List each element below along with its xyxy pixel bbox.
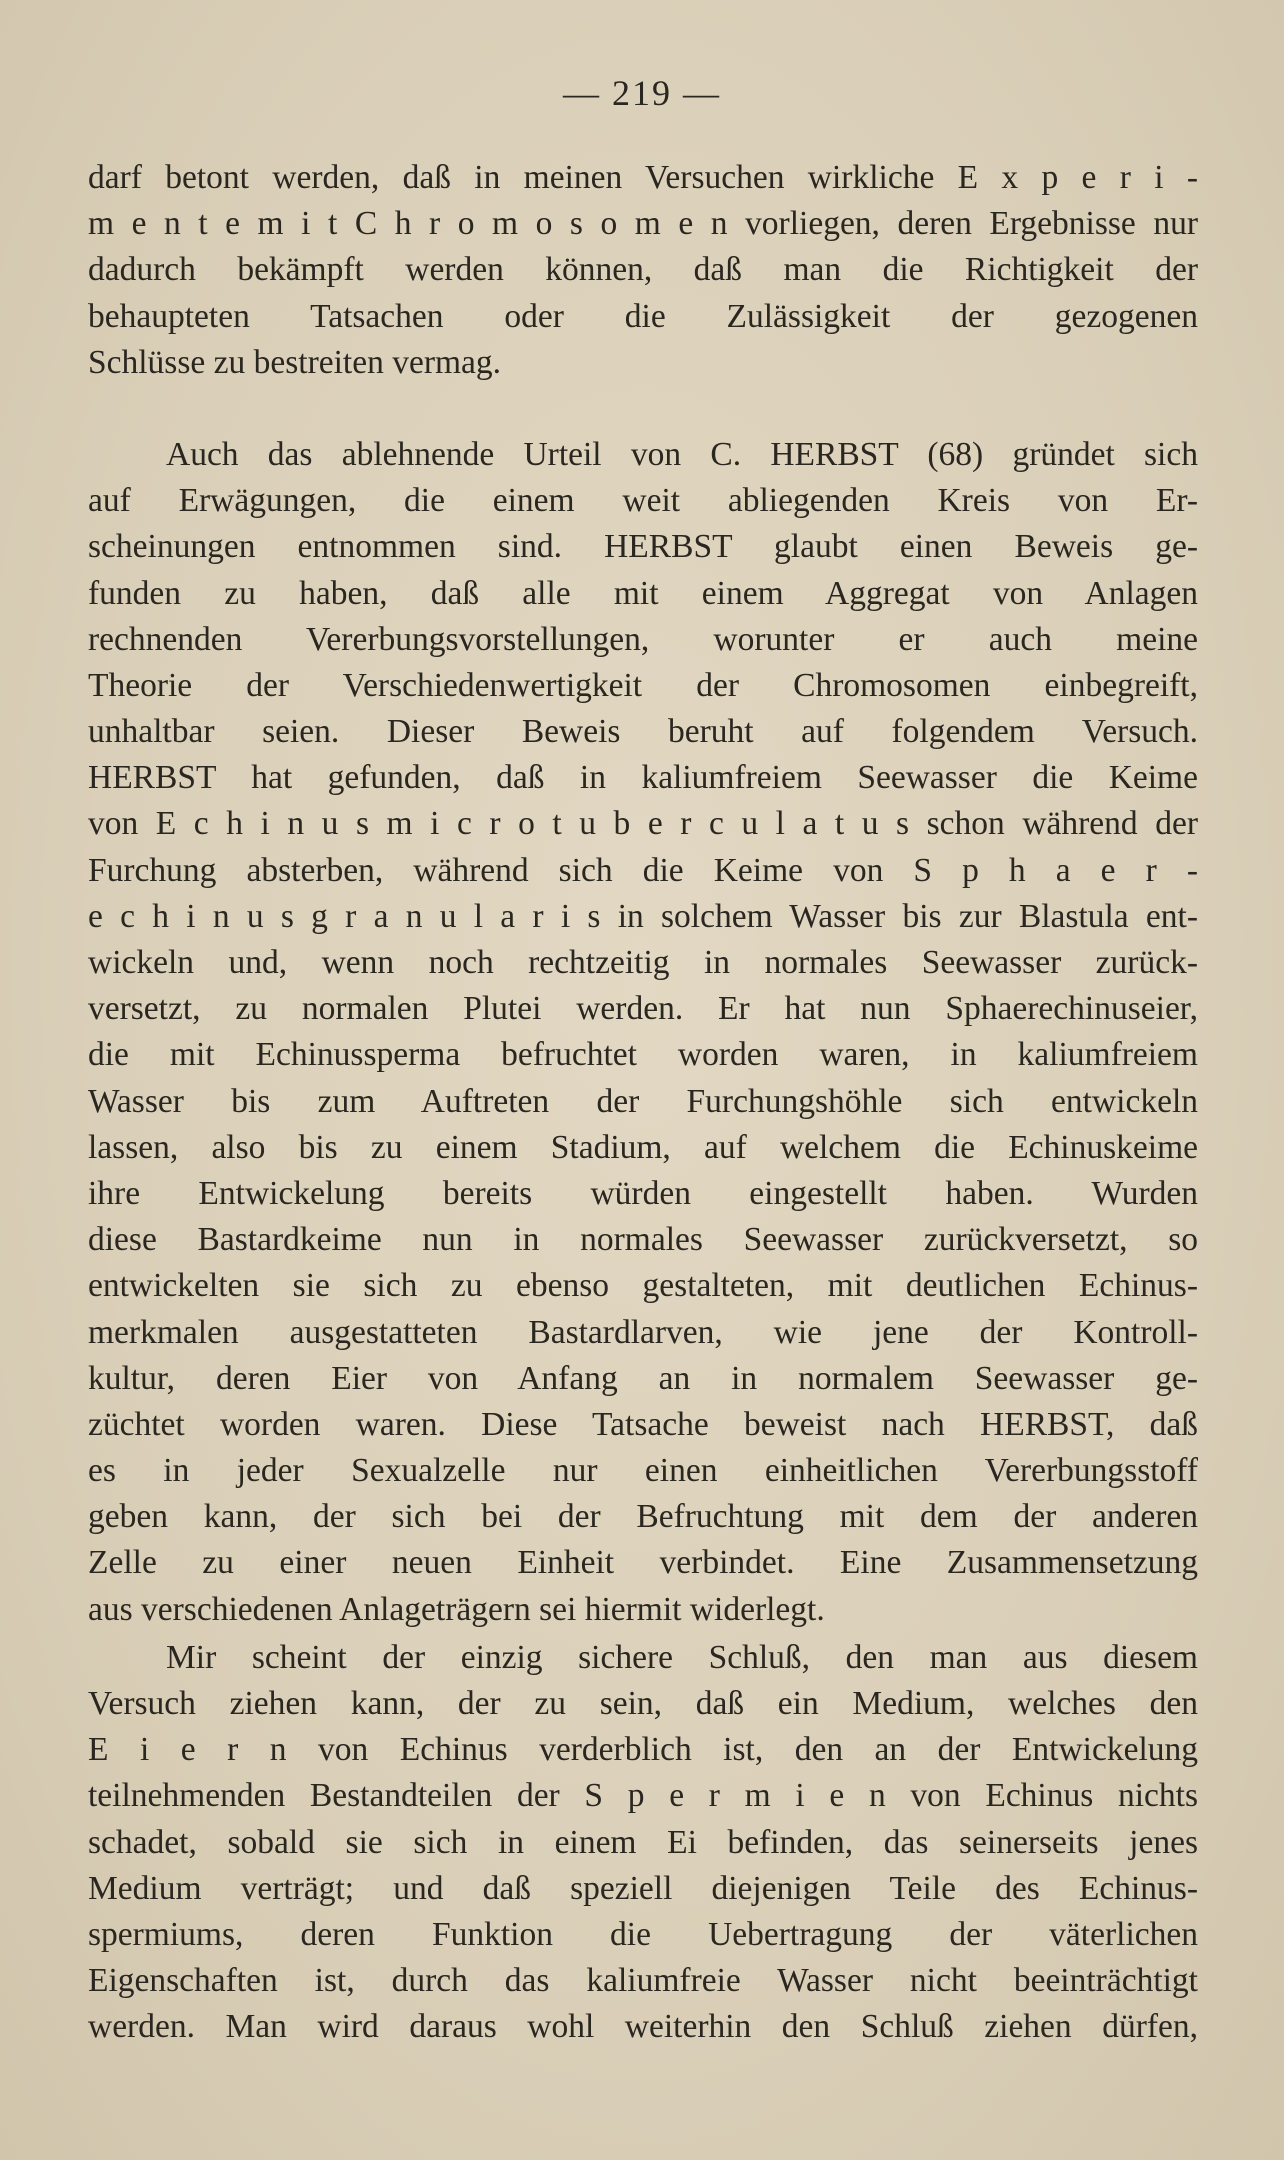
paragraph-1 bbox=[88, 155, 1198, 386]
text-line: Wasser bis zum Auftreten der Furchungshöhle sich entwickeln bbox=[88, 1082, 1198, 1120]
text-line: Mir scheint der einzig sichere Schluß, den man aus diesem bbox=[166, 1638, 1198, 1676]
text-line: es in jeder Sexualzelle nur einen einheitlichen Vererbungsstoff bbox=[88, 1452, 1198, 1490]
text-line: unhaltbar seien. Dieser Beweis beruht auf folgendem Versuch. bbox=[88, 713, 1198, 751]
text-line: schadet, sobald sie sich in einem Ei befinden, das seinerseits jenes bbox=[88, 1823, 1198, 1861]
text-line: funden zu haben, daß alle mit einem Aggregat von Anlagen bbox=[88, 574, 1198, 612]
text-line: E i e r n von Echinus verderblich ist, den an der Entwickelung bbox=[88, 1731, 1198, 1769]
paragraph-3 bbox=[88, 1635, 1198, 2051]
text-line: werden. Man wird daraus wohl weiterhin den Schluß ziehen dürfen, bbox=[88, 2008, 1198, 2046]
text-line: behaupteten Tatsachen oder die Zulässigkeit der gezogenen bbox=[88, 297, 1198, 335]
text-line: dadurch bekämpft werden können, daß man die Richtigkeit der bbox=[88, 251, 1198, 289]
text-line: züchtet worden waren. Diese Tatsache beweist nach HERBST, daß bbox=[88, 1405, 1198, 1443]
text-line: kultur, deren Eier von Anfang an in normalem Seewasser ge- bbox=[88, 1359, 1198, 1397]
text-line: Eigenschaften ist, durch das kaliumfreie Wasser nicht beeinträchtigt bbox=[88, 1962, 1198, 2000]
text-line: von E c h i n u s m i c r o t u b e r c u l a t u s schon während der bbox=[88, 805, 1198, 843]
text-line: Versuch ziehen kann, der zu sein, daß ein Medium, welches den bbox=[88, 1685, 1198, 1722]
text-line: Auch das ablehnende Urteil von C. HERBST (68) gründet sich bbox=[166, 435, 1198, 473]
text-line: merkmalen ausgestatteten Bastardlarven, wie jene der Kontroll- bbox=[88, 1313, 1198, 1351]
text-line: geben kann, der sich bei der Befruchtung mit dem der anderen bbox=[88, 1498, 1198, 1536]
text-line: aus verschiedenen Anlageträgern sei hiermit widerlegt. bbox=[88, 1590, 825, 1628]
text-line: e c h i n u s g r a n u l a r i s in solchem Wasser bis zur Blastula ent- bbox=[88, 897, 1198, 935]
text-line: Furchung absterben, während sich die Keime von S p h a e r - bbox=[88, 851, 1198, 889]
text-line: Zelle zu einer neuen Einheit verbindet. Eine Zusammensetzung bbox=[88, 1544, 1198, 1582]
text-line: spermiums, deren Funktion die Uebertragung der väterlichen bbox=[88, 1915, 1198, 1953]
text-line: ihre Entwickelung bereits würden eingestellt haben. Wurden bbox=[88, 1174, 1198, 1212]
body-text bbox=[88, 155, 1198, 2051]
text-line: HERBST hat gefunden, daß in kaliumfreiem Seewasser die Keime bbox=[88, 759, 1198, 797]
text-line: entwickelten sie sich zu ebenso gestalteten, mit deutlichen Echinus- bbox=[88, 1267, 1198, 1305]
text-line: diese Bastardkeime nun in normales Seewasser zurückversetzt, so bbox=[88, 1221, 1198, 1259]
text-line: die mit Echinussperma befruchtet worden waren, in kaliumfreiem bbox=[88, 1036, 1198, 1074]
text-line: wickeln und, wenn noch rechtzeitig in normales Seewasser zurück- bbox=[88, 944, 1198, 981]
text-line: Theorie der Verschiedenwertigkeit der Chromosomen einbegreift, bbox=[88, 666, 1198, 704]
text-line: lassen, also bis zu einem Stadium, auf welchem die Echinuskeime bbox=[88, 1128, 1198, 1166]
text-line: Medium verträgt; und daß speziell diejenigen Teile des Echinus- bbox=[88, 1869, 1198, 1907]
page-number: — 219 — bbox=[563, 73, 721, 113]
text-line: m e n t e m i t C h r o m o s o m e n vorliegen, deren Ergebnisse nur bbox=[88, 205, 1198, 243]
text-line: scheinungen entnommen sind. HERBST glaubt einen Beweis ge- bbox=[88, 528, 1198, 566]
text-line: Schlüsse zu bestreiten vermag. bbox=[88, 343, 502, 381]
text-line: darf betont werden, daß in meinen Versuchen wirkliche E x p e r i - bbox=[88, 159, 1198, 196]
text-line: rechnenden Vererbungsvorstellungen, worunter er auch meine bbox=[88, 620, 1198, 658]
text-line: auf Erwägungen, die einem weit abliegenden Kreis von Er- bbox=[88, 482, 1198, 520]
text-line: teilnehmenden Bestandteilen der S p e r m i e n von Echinus nichts bbox=[88, 1777, 1198, 1815]
text-line: versetzt, zu normalen Plutei werden. Er hat nun Sphaerechinuseier, bbox=[88, 990, 1198, 1028]
paragraph-2 bbox=[88, 432, 1198, 1633]
